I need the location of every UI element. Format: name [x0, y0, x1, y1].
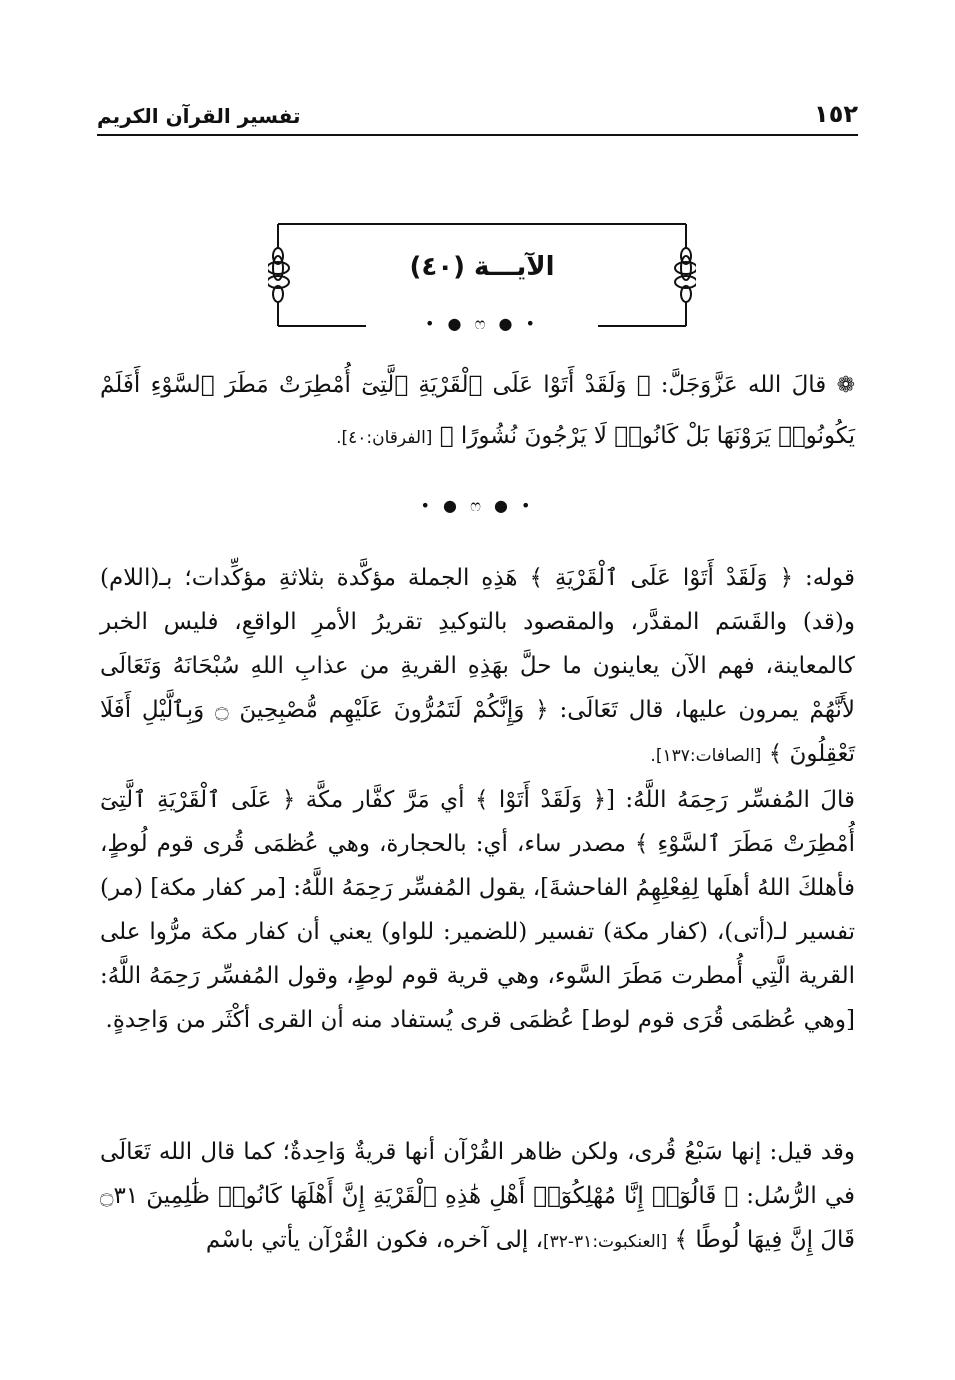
paragraph-text: قالَ المُفسِّر رَحِمَهُ اللَّهُ: [﴿ وَلَقَدْ أَتَوْا ﴾ أي مَرَّ كفَّار مكَّة ﴿ عَلَى ٱلْقَرْيَةِ ٱلَّتِىٓ أُمْطِرَتْ مَطَرَ ٱلسَّوْءِ ﴾ مصدر ساء، أي: بالحجارة، وهي عُظمَى قُرى قوم لُوطٍ، فأهلكَ اللهُ أهلَها لِفِعْلِهِمُ الفاحشةَ]، يقول المُفسِّر رَحِمَهُ اللَّهُ: [مر كفار مكة] (مر) تفسير لـ(أتى)، (كفار مكة) تفسير (للضمير: للواو) يعني أن كفار مكة مرُّوا على القرية الَّتِي أُمطرت مَطَرَ السَّوء، وهي قرية قوم لوطٍ، وقول المُفسِّر رَحِمَهُ اللَّهُ: [وهي عُظمَى قُرَى قوم لوط] عُظمَى قرى يُستفاد منه أن القرى أكْثَر من وَاحِدةٍ. [100, 787, 855, 1033]
commentary-paragraph [100, 1130, 855, 1264]
paragraph-text: وقد قيل: إنها سَبْعُ قُرى، ولكن ظاهر القُرْآن أنها قريةٌ وَاحِدةٌ؛ كما قال الله تَعَالَى في الرُّسُل: ﴿ قَالُوٓا۟ إِنَّا مُهْلِكُوٓا۟ أَهْلِ هَٰذِهِ ٱلْقَرْيَةِ إِنَّ أَهْلَهَا كَانُوا۟ ظَٰلِمِينَ ۝٣١ قَالَ إِنَّ فِيهَا لُوطًا ﴾ [100, 1139, 855, 1253]
separator-ornament: • ● ෆ ● • [420, 496, 535, 515]
commentary-paragraph [100, 556, 855, 778]
ayah-heading-frame [268, 220, 696, 332]
verse-block [100, 360, 855, 463]
paragraph-reference: [العنكبوت:٣١-٣٢] [543, 1232, 668, 1252]
verse-text: قالَ الله عَزَّوَجَلَّ: ﴿ وَلَقَدْ أَتَوْا عَلَى ٱلْقَرْيَةِ ٱلَّتِىٓ أُمْطِرَتْ مَطَرَ ٱلسَّوْءِ أَفَلَمْ يَكُونُوا۟ يَرَوْنَهَا بَلْ كَانُوا۟ لَا يَرْجُونَ نُشُورًا ﴾ [100, 372, 855, 449]
book-title: تفسير القرآن الكريم [97, 104, 301, 128]
flower-bullet-icon: ❁ [836, 373, 856, 398]
ayah-title: الآيـــة (٤٠) [409, 252, 555, 282]
paragraph-text: قوله: ﴿ وَلَقَدْ أَتَوْا عَلَى ٱلْقَرْيَةِ ﴾ هَذِهِ الجملة مؤكَّدة بثلاثةِ مؤكِّدات؛ بـ(اللام) و(قد) والقَسَم المقدَّر، والمقصود بالتوكيدِ تقريرُ الأمرِ الواقعِ، فليس الخبر كالمعاينة، فهم الآن يعاينون ما حلَّ بهَذِهِ القريةِ من عذابِ اللهِ سُبْحَانَهُ وَتَعَالَى لأَنَّهُمْ يمرون عليها، قال تَعَالَى: ﴿ وَإِنَّكُمْ لَتَمُرُّونَ عَلَيْهِم مُّصْبِحِينَ ۝ وَبِٱلَّيْلِ أَفَلَا تَعْقِلُونَ ﴾ [100, 565, 855, 767]
header-rule [97, 134, 858, 136]
page-number: ١٥٢ [814, 100, 858, 128]
verse-reference: [الفرقان:٤٠]. [336, 428, 433, 448]
paragraph-tail: ، إلى آخره، فكون القُرْآن يأتي باسْم [205, 1227, 543, 1253]
paragraph-reference: [الصافات:١٣٧]. [650, 746, 762, 766]
commentary-paragraph [100, 778, 855, 1042]
heading-ornament: • ● ෆ ● • [425, 314, 539, 333]
